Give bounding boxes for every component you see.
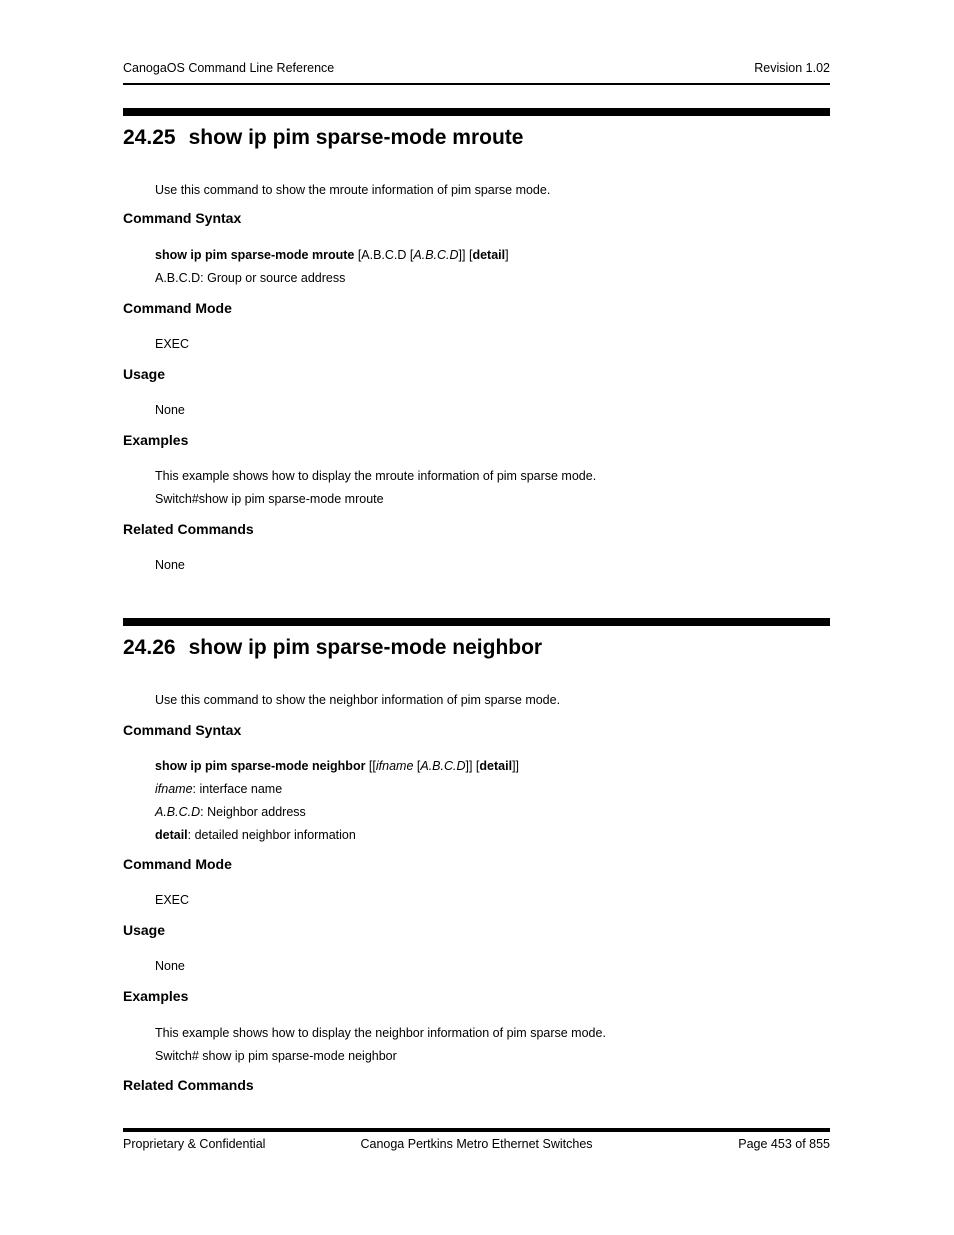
examples-label: Examples — [123, 432, 189, 448]
footer-company: Canoga Pertkins Metro Ethernet Switches — [360, 1137, 593, 1151]
syntax-param-line — [123, 828, 862, 843]
section-heading-24-26 — [123, 636, 830, 660]
related-commands-label: Related Commands — [123, 521, 254, 537]
section-title: show ip pim sparse-mode neighbor — [188, 636, 543, 659]
syntax-run: A.B.C.D — [155, 805, 201, 819]
example-description: This example shows how to display the neighbor information of pim sparse mode. — [155, 1026, 606, 1040]
syntax-run: [[ — [365, 759, 376, 773]
footer-confidential: Proprietary & Confidential — [123, 1137, 266, 1151]
related-commands-value: None — [155, 558, 185, 572]
header-revision: Revision 1.02 — [754, 61, 830, 75]
header-document-title: CanogaOS Command Line Reference — [123, 61, 335, 75]
syntax-run: ifname — [375, 759, 414, 773]
command-syntax-label: Command Syntax — [123, 722, 242, 738]
section-divider-bar — [123, 108, 830, 116]
syntax-run: ifname — [155, 782, 193, 796]
footer-page-number: Page 453 of 855 — [738, 1137, 830, 1151]
syntax-param-line — [123, 805, 862, 820]
command-syntax-line — [123, 759, 862, 774]
syntax-run: ]] — [512, 759, 520, 773]
page-header — [123, 61, 830, 76]
command-mode-label: Command Mode — [123, 856, 232, 872]
example-command: Switch# show ip pim sparse-mode neighbor — [155, 1049, 397, 1063]
command-mode-label: Command Mode — [123, 300, 232, 316]
section-divider-bar — [123, 618, 830, 626]
syntax-run: ]] [ — [465, 759, 480, 773]
section-heading-24-25 — [123, 126, 830, 150]
page-content — [123, 0, 830, 1235]
examples-label: Examples — [123, 988, 189, 1004]
usage-label: Usage — [123, 366, 166, 382]
syntax-run: [ — [413, 759, 421, 773]
footer-rule — [123, 1128, 830, 1132]
section-intro: Use this command to show the neighbor information of pim sparse mode. — [155, 693, 561, 707]
section-intro: Use this command to show the mroute information of pim sparse mode. — [155, 183, 551, 197]
syntax-run: detail — [479, 759, 513, 773]
section-number: 24.25 — [123, 126, 176, 149]
syntax-run: ] — [505, 248, 509, 262]
syntax-run: detail — [155, 828, 188, 842]
syntax-run: A.B.C.D — [420, 759, 466, 773]
command-syntax-line — [123, 248, 862, 263]
section-title: show ip pim sparse-mode mroute — [188, 126, 524, 149]
usage-value: None — [155, 403, 185, 417]
syntax-param-line — [123, 271, 862, 286]
example-command: Switch#show ip pim sparse-mode mroute — [155, 492, 384, 506]
syntax-run: : Neighbor address — [200, 805, 306, 819]
command-syntax-label: Command Syntax — [123, 210, 242, 226]
header-rule — [123, 83, 830, 85]
usage-value: None — [155, 959, 185, 973]
section-number: 24.26 — [123, 636, 176, 659]
example-description: This example shows how to display the mroute information of pim sparse mode. — [155, 469, 597, 483]
syntax-run: : interface name — [192, 782, 283, 796]
command-mode-value: EXEC — [155, 893, 190, 907]
syntax-run: : detailed neighbor information — [187, 828, 356, 842]
usage-label: Usage — [123, 922, 166, 938]
syntax-run: A.B.C.D: Group or source address — [155, 271, 346, 285]
syntax-run: [A.B.C.D [ — [354, 248, 414, 262]
page-footer — [123, 1137, 830, 1152]
command-mode-value: EXEC — [155, 337, 190, 351]
syntax-run: show ip pim sparse-mode mroute — [155, 248, 355, 262]
related-commands-label: Related Commands — [123, 1077, 254, 1093]
syntax-run: detail — [472, 248, 506, 262]
syntax-run: show ip pim sparse-mode neighbor — [155, 759, 366, 773]
syntax-param-line — [123, 782, 862, 797]
syntax-run: ]] [ — [458, 248, 473, 262]
syntax-run: A.B.C.D — [413, 248, 459, 262]
